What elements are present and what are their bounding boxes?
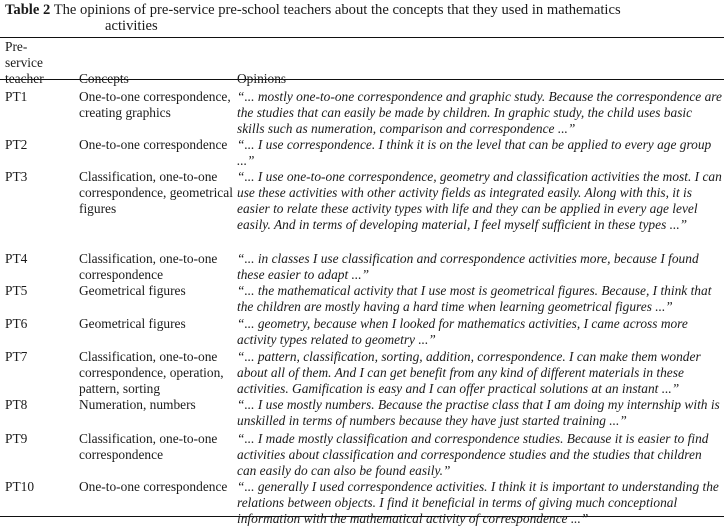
table-row <box>0 431 724 479</box>
opinion-cell: “... I made mostly classification and correspondence studies. Because it is easier to find activities about classification and correspondence studies and the studies that children can easily do can also be found easily.” <box>237 431 709 478</box>
teacher-id: PT3 <box>5 169 28 184</box>
concepts-cell: Classification, one-to-one correspondence <box>79 431 218 462</box>
concepts-cell: Geometrical figures <box>79 316 186 331</box>
table-label: Table 2 <box>5 2 51 18</box>
table-row <box>0 87 724 137</box>
opinion-cell: “... I use correspondence. I think it is on the level that can be applied to every age group ...” <box>237 137 712 168</box>
header-teacher: Pre-service teacher <box>5 39 44 86</box>
opinion-cell: “... pattern, classification, sorting, addition, correspondence. I can make them wonder about all of them. And I can get benefit from any kind of different materials in these activities. Gamification is easy and I can offer practical solutions at an instant ...” <box>237 349 701 396</box>
table-row <box>0 349 724 397</box>
concepts-cell: One-to-one correspondence, creating graphics <box>79 89 231 120</box>
opinion-cell: “... in classes I use classification and correspondence activities more, because I found these easier to adapt ...” <box>237 251 699 282</box>
concepts-cell: One-to-one correspondence <box>79 479 228 494</box>
opinion-cell: “... I use one-to-one correspondence, geometry and classification activities the most. I can use these activities with other activity fields as integrated easily. Along with this, it is easier to relate these activity types with life and they can be applied in every age level easily. And in terms of developing material, I feel myself sufficient in these types ...” <box>237 169 722 232</box>
teacher-id: PT6 <box>5 316 28 331</box>
concepts-cell: Classification, one-to-one correspondence, operation, pattern, sorting <box>79 349 224 396</box>
teacher-id: PT10 <box>5 479 35 494</box>
concepts-cell: Numeration, numbers <box>79 397 196 412</box>
table-row <box>0 283 724 316</box>
table-row <box>0 137 724 169</box>
opinion-cell: “... generally I used correspondence activities. I think it is important to understanding the relations between objects. I find it beneficial in terms of giving much conceptional information with the mathematical activity of correspondence ...” <box>237 479 719 526</box>
header-concepts: Concepts <box>79 71 129 86</box>
teacher-id: PT4 <box>5 251 28 266</box>
teacher-id: PT7 <box>5 349 28 364</box>
header-opinions: Opinions <box>237 71 287 86</box>
opinion-cell: “... geometry, because when I looked for mathematics activities, I came across more activity types related to geometry ...” <box>237 316 688 347</box>
table-caption <box>5 2 720 34</box>
opinion-cell: “... I use mostly numbers. Because the practise class that I am doing my internship with is unskilled in terms of numbers because they have just started training ...” <box>237 397 720 428</box>
concepts-cell: Classification, one-to-one correspondence <box>79 251 218 282</box>
table-row <box>0 169 724 251</box>
table-row <box>0 479 724 527</box>
teacher-id: PT1 <box>5 89 28 104</box>
caption-text-line1: The opinions of pre-service pre-school teachers about the concepts that they used in mathematics <box>53 2 621 18</box>
teacher-id: PT8 <box>5 397 28 412</box>
table-row <box>0 397 724 431</box>
table-row <box>0 316 724 349</box>
teacher-id: PT2 <box>5 137 28 152</box>
opinion-cell: “... the mathematical activity that I use most is geometrical figures. Because, I think that the children are mostly having a hard time when learning geometrical figures ...” <box>237 283 712 314</box>
concepts-cell: Classification, one-to-one correspondence, geometrical figures <box>79 169 233 216</box>
opinions-table <box>0 39 724 527</box>
teacher-id: PT9 <box>5 431 28 446</box>
concepts-cell: Geometrical figures <box>79 283 186 298</box>
teacher-id: PT5 <box>5 283 28 298</box>
header-row <box>0 39 724 87</box>
table-row <box>0 251 724 283</box>
opinion-cell: “... mostly one-to-one correspondence and graphic study. Because the correspondence are the studies that can easily be made by children. In graphic study, the child uses basic skills such as numeration, comparison and correspondence ...” <box>237 89 722 136</box>
caption-text-line2: activities <box>105 18 158 34</box>
concepts-cell: One-to-one correspondence <box>79 137 228 152</box>
